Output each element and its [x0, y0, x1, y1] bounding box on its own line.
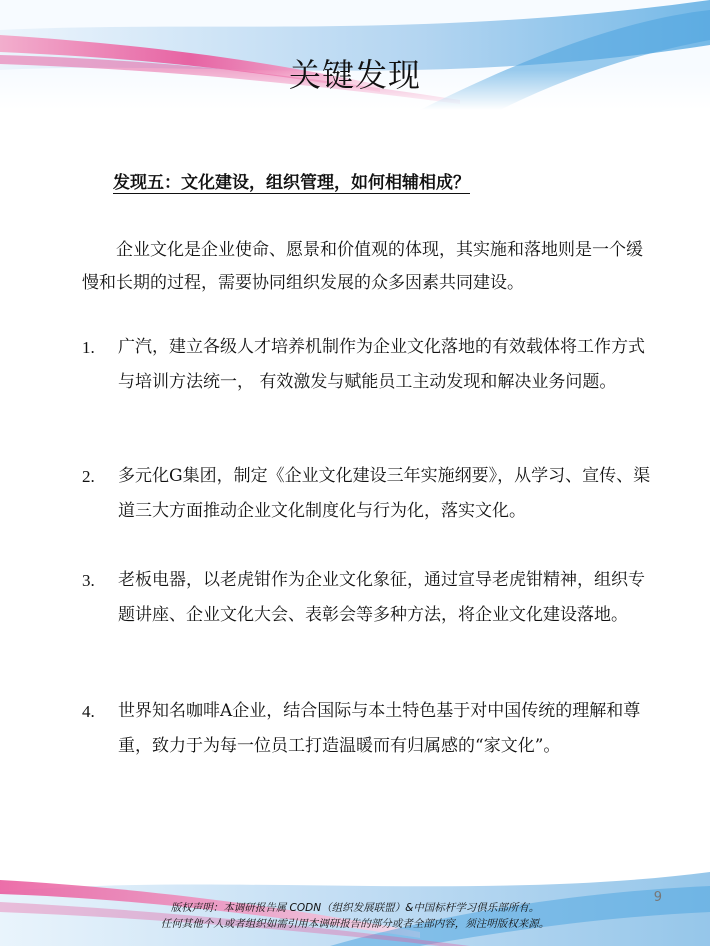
finding-heading: 发现五：文化建设，组织管理，如何相辅相成？: [113, 173, 470, 193]
page-title: 关键发现: [288, 56, 421, 94]
list-item-text: 世界知名咖啡A企业，结合国际与本土特色基于对中国传统的理解和尊重，致力于为每一位员工打造温暖而有归属感的“家文化”。: [118, 701, 641, 756]
list-item: [82, 459, 652, 529]
list-item-text: 广汽，建立各级人才培养机制作为企业文化落地的有效载体将工作方式与培训方法统一， 有效激发与赋能员工主动发现和解决业务问题。: [118, 337, 645, 392]
list-item: [82, 694, 652, 764]
list-item-text: 老板电器，以老虎钳作为企业文化象征，通过宣导老虎钳精神，组织专题讲座、企业文化大会、表彰会等多种方法，将企业文化建设落地。: [118, 570, 645, 625]
list-item-number: 1.: [82, 338, 95, 357]
copyright-line-1: 版权声明：本调研报告属 CODN（组织发展联盟）&中国标杆学习俱乐部所有。: [170, 902, 540, 914]
list-item-number: 4.: [82, 702, 95, 721]
list-item: [82, 563, 652, 633]
page-number: 9: [653, 890, 662, 905]
list-item: [82, 330, 652, 400]
copyright-notice: [0, 900, 710, 932]
list-item-text: 多元化G集团，制定《企业文化建设三年实施纲要》，从学习、宣传、渠道三大方面推动企业文化制度化与行为化，落实文化。: [118, 466, 651, 521]
copyright-line-2: 任何其他个人或者组织如需引用本调研报告的部分或者全部内容，须注明版权来源。: [160, 918, 550, 930]
list-item-number: 3.: [82, 571, 95, 590]
list-item-number: 2.: [82, 467, 95, 486]
intro-paragraph: 企业文化是企业使命、愿景和价值观的体现，其实施和落地则是一个缓慢和长期的过程，需要协同组织发展的众多因素共同建设。: [82, 240, 643, 293]
